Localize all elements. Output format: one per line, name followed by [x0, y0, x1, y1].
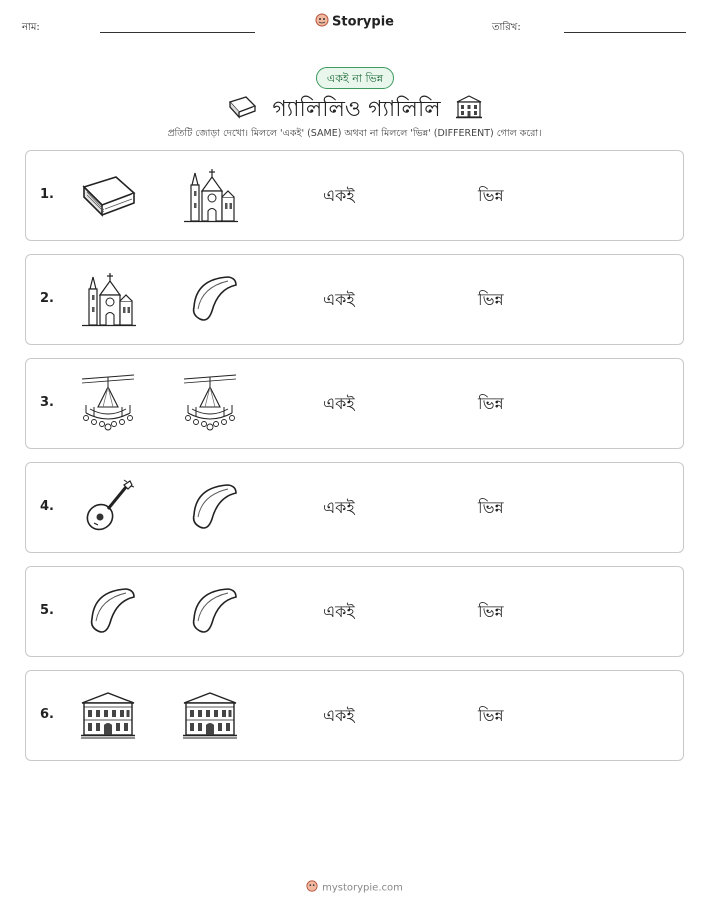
option-same[interactable]: একই	[323, 602, 355, 621]
footer	[0, 880, 709, 895]
chandelier-icon	[78, 373, 138, 433]
church-icon	[78, 269, 138, 329]
option-same[interactable]: একই	[323, 186, 355, 205]
book-icon	[78, 165, 138, 225]
option-same[interactable]: একই	[323, 498, 355, 517]
lens-icon	[180, 269, 240, 329]
lens-icon	[180, 477, 240, 537]
name-field-line[interactable]	[100, 32, 255, 33]
option-same[interactable]: একই	[323, 394, 355, 413]
option-different[interactable]: ভিন্ন	[478, 186, 504, 205]
book-icon	[226, 94, 258, 126]
option-different[interactable]: ভিন্ন	[478, 498, 504, 517]
building-icon	[180, 685, 240, 745]
chandelier-icon	[180, 373, 240, 433]
lute-icon	[78, 477, 138, 537]
page-title	[0, 92, 709, 129]
name-label: নাম:	[22, 22, 40, 33]
date-field-line[interactable]	[564, 32, 686, 33]
option-different[interactable]: ভিন্ন	[478, 706, 504, 725]
row-number: 3.	[40, 395, 54, 410]
row-4	[25, 462, 684, 553]
row-number: 4.	[40, 499, 54, 514]
instructions: প্রতিটি জোড়া দেখো। মিললে 'একই' (SAME) অথবা না মিললে 'ভিন্ন' (DIFFERENT) গোল করো।	[167, 128, 542, 139]
activity-badge: একই না ভিন্ন	[316, 67, 394, 89]
building-icon	[78, 685, 138, 745]
brand	[0, 13, 709, 31]
option-different[interactable]: ভিন্ন	[478, 602, 504, 621]
church-icon	[180, 165, 240, 225]
option-same[interactable]: একই	[323, 706, 355, 725]
option-same[interactable]: একই	[323, 290, 355, 309]
brand-name: Storypie	[332, 14, 394, 30]
row-number: 1.	[40, 187, 54, 202]
storypie-logo-icon	[306, 880, 318, 895]
row-number: 6.	[40, 707, 54, 722]
building-icon	[455, 94, 483, 126]
row-3	[25, 358, 684, 449]
row-number: 5.	[40, 603, 54, 618]
option-different[interactable]: ভিন্ন	[478, 290, 504, 309]
row-5	[25, 566, 684, 657]
row-6	[25, 670, 684, 761]
title-text: গ্যালিলিও গ্যালিলি	[272, 97, 441, 122]
footer-url[interactable]: mystorypie.com	[322, 882, 403, 894]
row-number: 2.	[40, 291, 54, 306]
lens-icon	[180, 581, 240, 641]
date-label: তারিখ:	[492, 22, 521, 33]
storypie-logo-icon	[315, 13, 329, 31]
row-2	[25, 254, 684, 345]
option-different[interactable]: ভিন্ন	[478, 394, 504, 413]
row-1	[25, 150, 684, 241]
lens-icon	[78, 581, 138, 641]
